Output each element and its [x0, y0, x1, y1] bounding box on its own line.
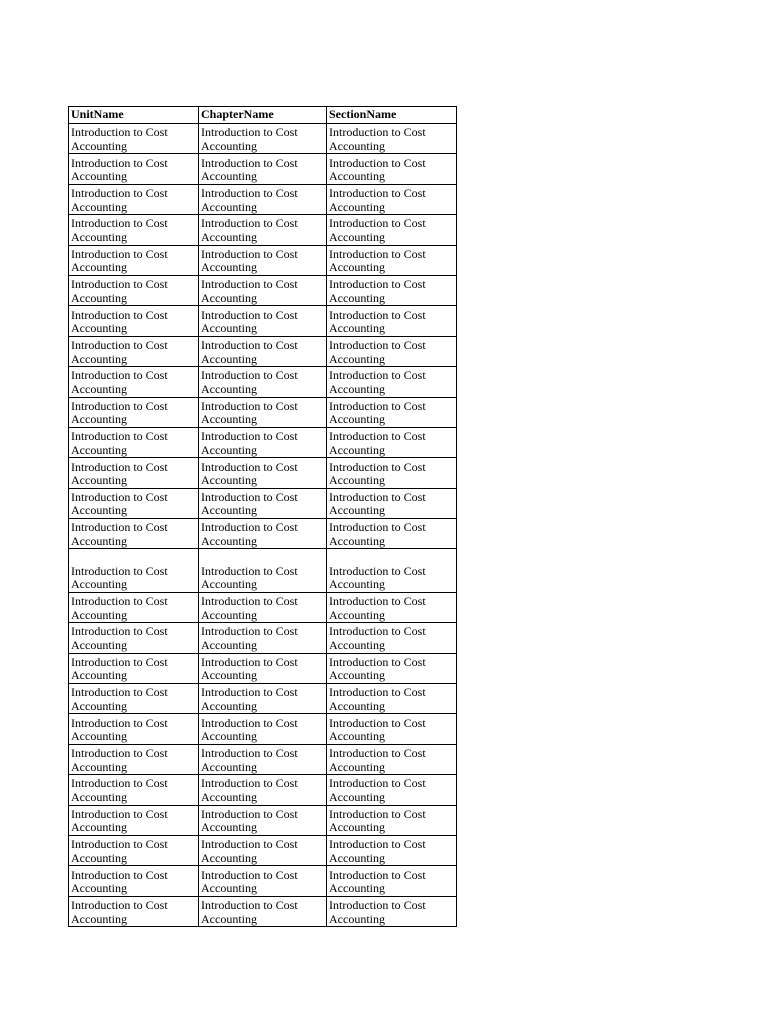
section-name-cell: Introduction to Cost Accounting	[327, 306, 457, 336]
chapter-name-cell: Introduction to Cost Accounting	[199, 336, 327, 366]
section-name-cell: Introduction to Cost Accounting	[327, 154, 457, 184]
table-row	[69, 519, 457, 549]
unit-name-cell: Introduction to Cost Accounting	[69, 215, 199, 245]
section-name-cell: Introduction to Cost Accounting	[327, 592, 457, 622]
table-row	[69, 336, 457, 366]
unit-name-cell: Introduction to Cost Accounting	[69, 623, 199, 653]
unit-name-cell: Introduction to Cost Accounting	[69, 275, 199, 305]
unit-name-cell: Introduction to Cost Accounting	[69, 714, 199, 744]
chapter-name-cell: Introduction to Cost Accounting	[199, 124, 327, 154]
unit-name-cell: Introduction to Cost Accounting	[69, 866, 199, 896]
chapter-name-cell: Introduction to Cost Accounting	[199, 488, 327, 518]
section-name-cell: Introduction to Cost Accounting	[327, 427, 457, 457]
unit-name-cell: Introduction to Cost Accounting	[69, 896, 199, 926]
section-name-cell: Introduction to Cost Accounting	[327, 623, 457, 653]
unit-name-cell: Introduction to Cost Accounting	[69, 592, 199, 622]
chapter-name-cell: Introduction to Cost Accounting	[199, 549, 327, 592]
section-name-cell: Introduction to Cost Accounting	[327, 805, 457, 835]
unit-name-cell: Introduction to Cost Accounting	[69, 154, 199, 184]
section-name-cell: Introduction to Cost Accounting	[327, 397, 457, 427]
chapter-name-cell: Introduction to Cost Accounting	[199, 275, 327, 305]
table-row	[69, 744, 457, 774]
table-header-row	[69, 107, 457, 124]
table-row	[69, 684, 457, 714]
chapter-name-cell: Introduction to Cost Accounting	[199, 215, 327, 245]
section-name-cell: Introduction to Cost Accounting	[327, 215, 457, 245]
chapter-name-cell: Introduction to Cost Accounting	[199, 154, 327, 184]
unit-name-cell: Introduction to Cost Accounting	[69, 744, 199, 774]
course-structure-table	[68, 106, 457, 927]
chapter-name-cell: Introduction to Cost Accounting	[199, 896, 327, 926]
table-row	[69, 592, 457, 622]
chapter-name-cell: Introduction to Cost Accounting	[199, 397, 327, 427]
unit-name-cell: Introduction to Cost Accounting	[69, 124, 199, 154]
table-row	[69, 215, 457, 245]
chapter-name-cell: Introduction to Cost Accounting	[199, 805, 327, 835]
table-row	[69, 549, 457, 592]
table-row	[69, 775, 457, 805]
chapter-name-cell: Introduction to Cost Accounting	[199, 835, 327, 865]
section-name-cell: Introduction to Cost Accounting	[327, 519, 457, 549]
section-name-cell: Introduction to Cost Accounting	[327, 275, 457, 305]
chapter-name-cell: Introduction to Cost Accounting	[199, 306, 327, 336]
unit-name-cell: Introduction to Cost Accounting	[69, 684, 199, 714]
chapter-name-cell: Introduction to Cost Accounting	[199, 592, 327, 622]
table-body	[69, 124, 457, 927]
section-name-cell: Introduction to Cost Accounting	[327, 184, 457, 214]
table-row	[69, 124, 457, 154]
section-name-cell: Introduction to Cost Accounting	[327, 714, 457, 744]
unit-name-cell: Introduction to Cost Accounting	[69, 458, 199, 488]
table-row	[69, 184, 457, 214]
section-name-cell: Introduction to Cost Accounting	[327, 549, 457, 592]
chapter-name-cell: Introduction to Cost Accounting	[199, 427, 327, 457]
section-name-cell: Introduction to Cost Accounting	[327, 336, 457, 366]
section-name-cell: Introduction to Cost Accounting	[327, 835, 457, 865]
unit-name-cell: Introduction to Cost Accounting	[69, 245, 199, 275]
chapter-name-cell: Introduction to Cost Accounting	[199, 367, 327, 397]
column-header-chapter-name: ChapterName	[199, 107, 327, 124]
section-name-cell: Introduction to Cost Accounting	[327, 653, 457, 683]
chapter-name-cell: Introduction to Cost Accounting	[199, 866, 327, 896]
chapter-name-cell: Introduction to Cost Accounting	[199, 744, 327, 774]
unit-name-cell: Introduction to Cost Accounting	[69, 367, 199, 397]
table-row	[69, 427, 457, 457]
table-row	[69, 866, 457, 896]
table-row	[69, 397, 457, 427]
unit-name-cell: Introduction to Cost Accounting	[69, 835, 199, 865]
unit-name-cell: Introduction to Cost Accounting	[69, 519, 199, 549]
chapter-name-cell: Introduction to Cost Accounting	[199, 684, 327, 714]
section-name-cell: Introduction to Cost Accounting	[327, 866, 457, 896]
unit-name-cell: Introduction to Cost Accounting	[69, 775, 199, 805]
table-row	[69, 488, 457, 518]
unit-name-cell: Introduction to Cost Accounting	[69, 184, 199, 214]
chapter-name-cell: Introduction to Cost Accounting	[199, 623, 327, 653]
chapter-name-cell: Introduction to Cost Accounting	[199, 184, 327, 214]
section-name-cell: Introduction to Cost Accounting	[327, 488, 457, 518]
chapter-name-cell: Introduction to Cost Accounting	[199, 653, 327, 683]
unit-name-cell: Introduction to Cost Accounting	[69, 306, 199, 336]
section-name-cell: Introduction to Cost Accounting	[327, 684, 457, 714]
unit-name-cell: Introduction to Cost Accounting	[69, 549, 199, 592]
table-row	[69, 835, 457, 865]
table-row	[69, 714, 457, 744]
chapter-name-cell: Introduction to Cost Accounting	[199, 519, 327, 549]
table-row	[69, 154, 457, 184]
table-row	[69, 623, 457, 653]
unit-name-cell: Introduction to Cost Accounting	[69, 653, 199, 683]
chapter-name-cell: Introduction to Cost Accounting	[199, 458, 327, 488]
section-name-cell: Introduction to Cost Accounting	[327, 744, 457, 774]
section-name-cell: Introduction to Cost Accounting	[327, 458, 457, 488]
unit-name-cell: Introduction to Cost Accounting	[69, 427, 199, 457]
table-row	[69, 306, 457, 336]
unit-name-cell: Introduction to Cost Accounting	[69, 336, 199, 366]
chapter-name-cell: Introduction to Cost Accounting	[199, 245, 327, 275]
section-name-cell: Introduction to Cost Accounting	[327, 124, 457, 154]
table-row	[69, 458, 457, 488]
unit-name-cell: Introduction to Cost Accounting	[69, 488, 199, 518]
chapter-name-cell: Introduction to Cost Accounting	[199, 775, 327, 805]
section-name-cell: Introduction to Cost Accounting	[327, 896, 457, 926]
section-name-cell: Introduction to Cost Accounting	[327, 775, 457, 805]
table-row	[69, 896, 457, 926]
unit-name-cell: Introduction to Cost Accounting	[69, 397, 199, 427]
section-name-cell: Introduction to Cost Accounting	[327, 245, 457, 275]
column-header-section-name: SectionName	[327, 107, 457, 124]
section-name-cell: Introduction to Cost Accounting	[327, 367, 457, 397]
chapter-name-cell: Introduction to Cost Accounting	[199, 714, 327, 744]
unit-name-cell: Introduction to Cost Accounting	[69, 805, 199, 835]
column-header-unit-name: UnitName	[69, 107, 199, 124]
table-row	[69, 275, 457, 305]
table-row	[69, 653, 457, 683]
table-row	[69, 245, 457, 275]
table-row	[69, 805, 457, 835]
table-row	[69, 367, 457, 397]
